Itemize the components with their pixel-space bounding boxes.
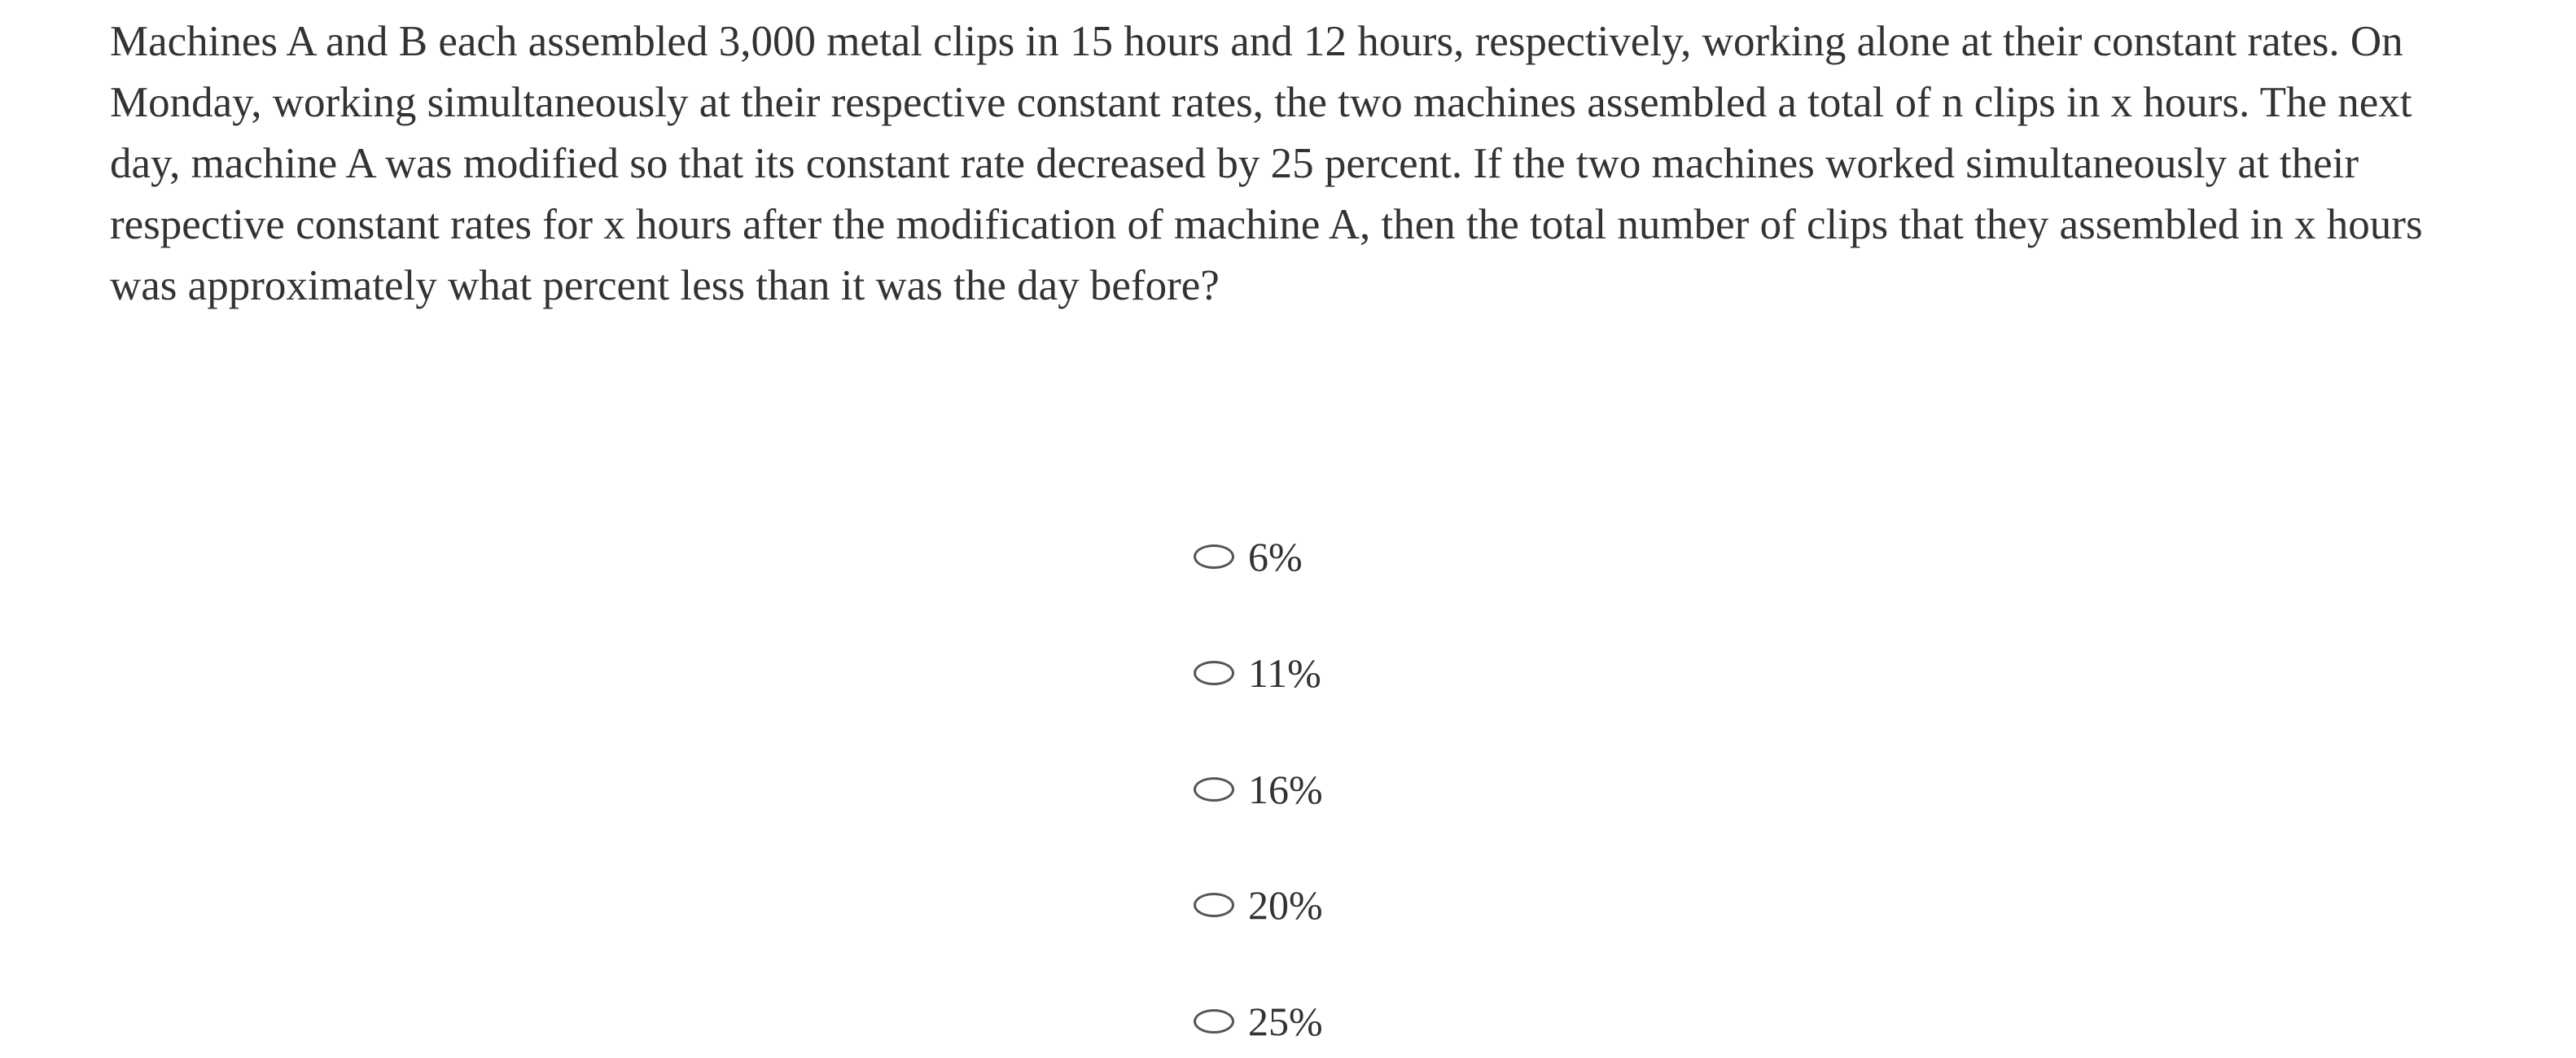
answer-option-20-percent[interactable] xyxy=(1194,881,1323,929)
answer-option-label: 16% xyxy=(1248,767,1323,812)
answer-option-label: 11% xyxy=(1248,650,1321,696)
radio-unselected-icon[interactable] xyxy=(1194,777,1234,802)
answer-option-6-percent[interactable] xyxy=(1194,532,1303,581)
question-line: day, machine A was modified so that its constant rate decreased by 25 percent. If the two machines worked simultaneously at their xyxy=(110,140,2359,187)
radio-unselected-icon[interactable] xyxy=(1194,1009,1234,1034)
answer-option-16-percent[interactable] xyxy=(1194,765,1323,814)
question-line: Machines A and B each assembled 3,000 metal clips in 15 hours and 12 hours, respectively, working alone at their constant rates. On xyxy=(110,18,2403,65)
radio-unselected-icon[interactable] xyxy=(1194,893,1234,917)
radio-unselected-icon[interactable] xyxy=(1194,661,1234,685)
question-text xyxy=(110,11,2471,317)
question-line: was approximately what percent less than it was the day before? xyxy=(110,262,1220,309)
question-line: respective constant rates for x hours after the modification of machine A, then the total number of clips that they assembled in x hours xyxy=(110,201,2423,248)
radio-unselected-icon[interactable] xyxy=(1194,544,1234,569)
answer-option-label: 6% xyxy=(1248,534,1303,579)
answer-option-11-percent[interactable] xyxy=(1194,649,1321,697)
answer-option-label: 20% xyxy=(1248,882,1323,928)
answer-option-25-percent[interactable] xyxy=(1194,997,1323,1046)
question-line: Monday, working simultaneously at their respective constant rates, the two machines assembled a total of n clips in x hours. The next xyxy=(110,79,2412,126)
answer-option-label: 25% xyxy=(1248,999,1323,1044)
